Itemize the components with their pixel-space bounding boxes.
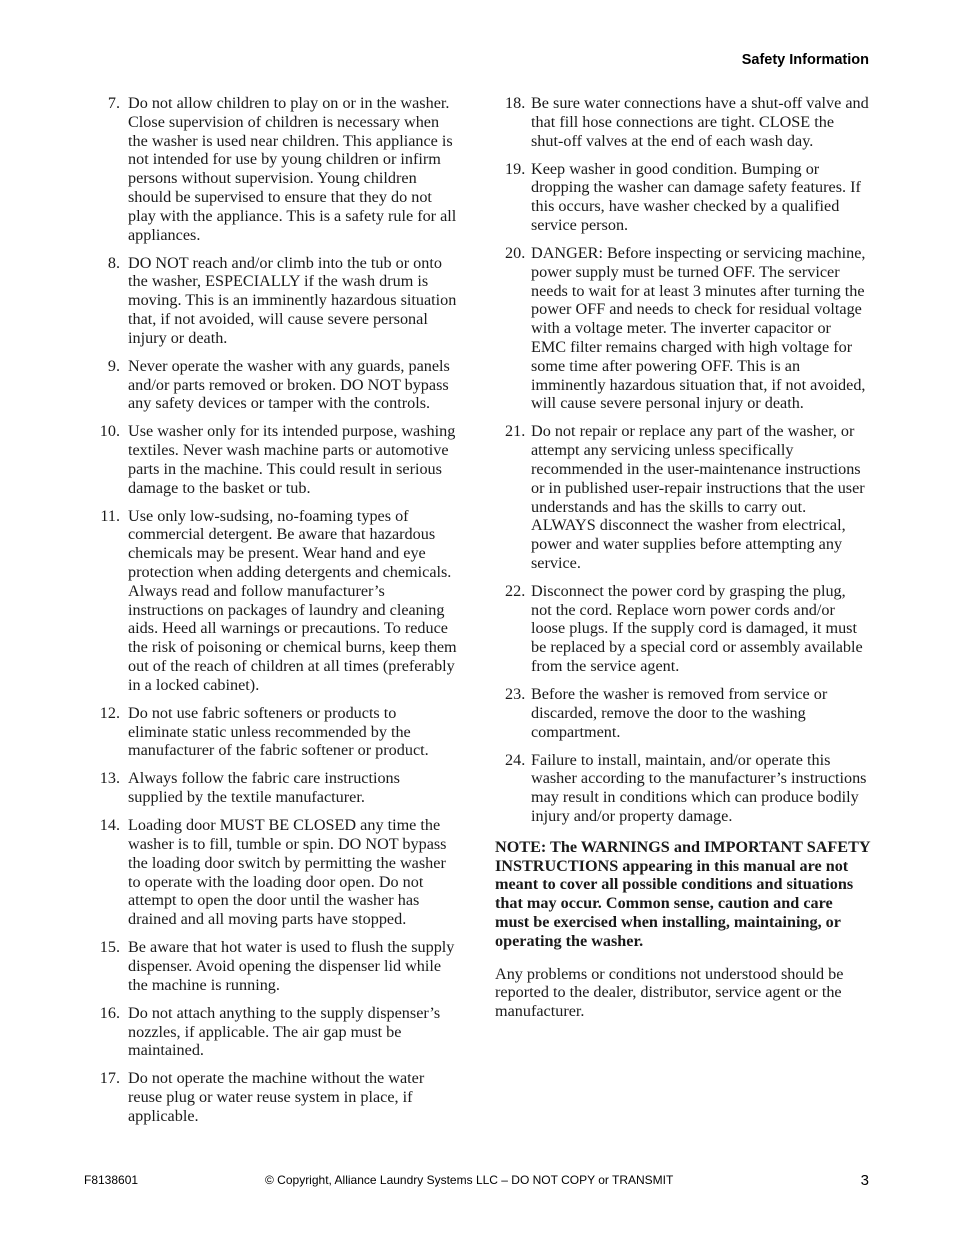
item-number: 13.	[99, 769, 120, 788]
item-text: Do not allow children to play on or in the washer. Close supervision of children is necessary when the washer is used near children. This appliance is not intended for use by young children or infirm persons without supervision. Young children should be supervised to ensure that they do not play with the appliance. This is a safety rule for all appliances.	[128, 94, 457, 244]
safety-note: NOTE: The WARNINGS and IMPORTANT SAFETY INSTRUCTIONS appearing in this manual are not meant to cover all possible conditions and situations that may occur. Common sense, caution and care must be exercised when installing, maintaining, or operating the washer.	[495, 837, 870, 950]
item-text: Be aware that hot water is used to flush the supply dispenser. Avoid opening the dispenser lid while the machine is running.	[128, 938, 455, 994]
list-item	[495, 244, 870, 413]
item-text: Do not operate the machine without the water reuse plug or water reuse system in place, if applicable.	[128, 1069, 425, 1125]
item-text: Before the washer is removed from service or discarded, remove the door to the washing compartment.	[531, 685, 828, 741]
item-number: 14.	[99, 816, 120, 835]
list-item	[82, 769, 458, 807]
list-item	[82, 816, 458, 929]
item-number: 12.	[99, 703, 120, 722]
item-number: 18.	[505, 94, 526, 112]
item-text: Failure to install, maintain, and/or operate this washer according to the manufacturer’s instructions may result in conditions which can produce bodily injury and/or property damage.	[531, 750, 867, 826]
item-number: 7.	[107, 94, 120, 112]
list-item	[82, 94, 458, 244]
item-number: 17.	[99, 1069, 120, 1088]
item-text: DANGER: Before inspecting or servicing machine, power supply must be turned OFF. The servicer needs to wait for at least 3 minutes after turning the power OFF and needs to check for residual voltage with a voltage meter. The inverter capacitor or EMC filter remains charged with high voltage for some time after powering OFF. This is an imminently hazardous situation that, if not avoided, will cause severe personal injury or death.	[531, 243, 866, 413]
list-item	[82, 938, 458, 994]
list-item	[82, 357, 458, 413]
item-number: 23.	[505, 685, 526, 704]
right-column	[495, 94, 870, 1021]
item-text: Always follow the fabric care instructions supplied by the textile manufacturer.	[128, 769, 400, 807]
list-item	[82, 254, 458, 348]
item-text: Be sure water connections have a shut-off valve and that fill hose connections are tight. CLOSE the shut-off valves at the end of each wash day.	[531, 94, 869, 150]
item-text: DO NOT reach and/or climb into the tub or onto the washer, ESPECIALLY if the wash drum is moving. This is an imminently hazardous situation that, if not avoided, will cause severe personal injury or death.	[128, 253, 457, 347]
item-number: 9.	[107, 356, 120, 375]
item-text: Do not use fabric softeners or products to eliminate static unless recommended by the manufacturer of the fabric softener or product.	[128, 703, 429, 760]
item-number: 21.	[505, 422, 526, 441]
item-number: 11.	[100, 506, 120, 525]
item-number: 22.	[505, 581, 526, 600]
item-text: Do not attach anything to the supply dispenser’s nozzles, if applicable. The air gap must be maintained.	[128, 1003, 441, 1060]
item-number: 24.	[505, 750, 526, 769]
list-item	[495, 422, 870, 572]
item-number: 19.	[505, 159, 526, 178]
list-item	[495, 582, 870, 676]
section-title: Safety Information	[741, 52, 869, 68]
item-number: 16.	[99, 1003, 120, 1022]
item-text: Keep washer in good condition. Bumping or dropping the washer can damage safety features. If this occurs, have washer checked by a qualified service person.	[531, 159, 861, 234]
list-item	[82, 1069, 458, 1125]
item-number: 8.	[107, 253, 120, 272]
item-number: 15.	[99, 938, 120, 957]
item-text: Disconnect the power cord by grasping the plug, not the cord. Replace worn power cords and/or loose plugs. If the supply cord is damaged, it must be replaced by a special cord or assembly available from the service agent.	[531, 581, 863, 676]
list-item	[495, 94, 870, 150]
list-item	[495, 751, 870, 826]
list-item	[82, 422, 458, 497]
item-text: Never operate the washer with any guards, panels and/or parts removed or broken. DO NOT bypass any safety devices or tamper with the controls.	[128, 356, 450, 413]
page-number: 3	[860, 1172, 869, 1189]
item-text: Use only low-sudsing, no-foaming types of commercial detergent. Be aware that hazardous chemicals may be present. Wear hand and eye protection when adding detergents and chemicals. Always read and follow manufacturer’s instructions on packages of laundry and cleaning aids. Heed all warnings or precautions. To reduce the risk of poisoning or chemical burns, keep them out of the reach of children at all times (preferably in a locked cabinet).	[128, 506, 457, 694]
item-text: Loading door MUST BE CLOSED any time the washer is to fill, tumble or spin. DO NOT bypass the loading door switch by permitting the washer to operate with the loading door open. Do not attempt to open the door until the washer has drained and all moving parts have stopped.	[128, 816, 447, 929]
list-item	[82, 507, 458, 695]
list-item	[495, 160, 870, 235]
item-number: 10.	[99, 422, 120, 441]
item-number: 20.	[505, 243, 526, 262]
document-number: F8138601	[84, 1173, 139, 1187]
list-item	[82, 1004, 458, 1060]
copyright-notice: © Copyright, Alliance Laundry Systems LLC – DO NOT COPY or TRANSMIT	[265, 1173, 674, 1187]
item-text: Do not repair or replace any part of the washer, or attempt any servicing unless specifically recommended in the user-maintenance instructions or in published user-repair instructions that the user understands and has the skills to carry out. ALWAYS disconnect the washer from electrical, power and water supplies before attempting any service.	[531, 422, 865, 572]
list-item	[82, 704, 458, 760]
list-item	[495, 685, 870, 741]
left-column	[82, 94, 458, 1135]
item-text: Use washer only for its intended purpose, washing textiles. Never wash machine parts or automotive parts in the machine. This could result in serious damage to the basket or tub.	[128, 422, 456, 497]
closing-paragraph: Any problems or conditions not understood should be reported to the dealer, distributor, service agent or the manufacturer.	[495, 964, 844, 1021]
